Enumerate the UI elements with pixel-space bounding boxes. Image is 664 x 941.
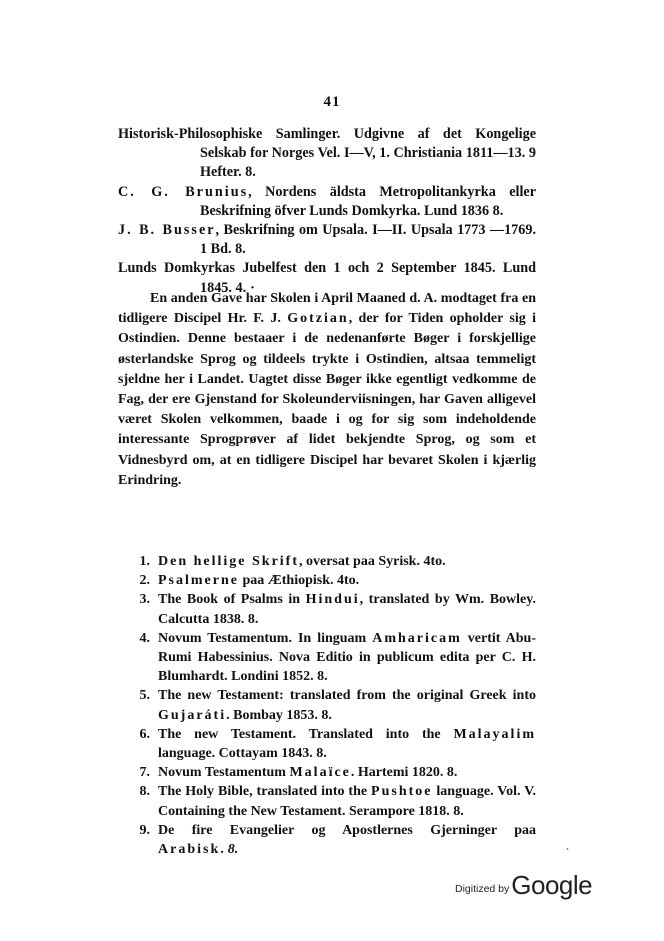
stray-mark: ¸	[566, 840, 569, 850]
bibliography-entry	[118, 221, 536, 259]
book-list-item	[118, 821, 536, 859]
item-text	[158, 782, 536, 820]
item-text-start: The Holy Bible, translated into the	[158, 784, 372, 800]
item-text-start: The new Testament: translated from the original Greek into	[158, 688, 536, 704]
book-list-item	[118, 725, 536, 763]
item-text-end: .	[220, 842, 224, 858]
item-number: 9.	[139, 822, 150, 838]
paragraph-text-start: En anden Gave har Skolen i April Maaned d. A. modtaget fra en tidligere Discipel Hr. F. J.	[118, 291, 536, 327]
item-text-end: language. Vol. V. Containing the New Testament. Serampore 1818. 8.	[158, 784, 536, 819]
item-number: 3.	[139, 592, 150, 608]
paragraph-donor-name: Gotzian	[287, 311, 349, 327]
item-text-end: vertit Abu-Rumi Habessinius. Nova Editio in publicum edita per C. H. Blumhardt. Londini 1852. 8.	[158, 630, 537, 685]
item-text	[158, 629, 536, 687]
item-text-start: Novum Testamentum. In linguam	[158, 630, 373, 646]
item-number: 1.	[139, 554, 150, 569]
bibliography-entry	[118, 183, 536, 221]
book-list-item	[118, 590, 536, 628]
book-list-item	[118, 763, 536, 782]
book-list-item	[118, 571, 536, 590]
item-text	[158, 571, 536, 590]
book-list-item	[118, 629, 536, 687]
item-format: 8.	[227, 842, 239, 858]
entry-mark: ·	[250, 279, 255, 296]
item-text-end: . Bombay 1853. 8.	[226, 707, 332, 723]
item-text-end: language. Cottayam 1843. 8.	[158, 746, 327, 762]
item-language: Psalmerne	[158, 573, 239, 589]
item-language: Amharicam	[372, 630, 462, 646]
item-language: Den hellige Skrift	[158, 554, 299, 569]
google-logo: Google	[511, 870, 593, 900]
book-list-item	[118, 686, 536, 724]
item-text-start: De fire Evangelier og Apostlernes Gjerninger paa	[158, 822, 536, 838]
item-language: Malaïce	[289, 765, 351, 781]
item-number: 4.	[139, 630, 150, 646]
item-text	[158, 552, 536, 571]
book-list	[118, 552, 536, 859]
item-text	[158, 763, 536, 782]
item-number: 8.	[139, 784, 150, 800]
item-text-end: , oversat paa Syrisk. 4to.	[299, 554, 446, 569]
item-language: Gujaráti	[158, 707, 227, 723]
item-text	[158, 686, 536, 724]
page-number: 41	[323, 94, 341, 110]
entry-author: J. B. Busser	[118, 222, 216, 239]
book-list-item	[118, 782, 536, 820]
bibliography-entry	[118, 125, 536, 183]
item-text	[158, 725, 536, 763]
bibliography-list	[118, 125, 536, 298]
entry-text: , Nordens äldsta Metropolitankyrka eller Beskrifning öfver Lunds Domkyrka. Lund 1836 8.	[200, 183, 536, 219]
body-paragraph	[118, 289, 536, 491]
item-language: Malayalim	[453, 726, 536, 742]
item-language: Pushtoe	[371, 784, 433, 800]
item-text-start: The new Testament. Translated into the	[158, 726, 454, 742]
watermark-prefix: Digitized by	[455, 883, 510, 895]
book-list-item	[118, 552, 536, 571]
item-number: 6.	[139, 726, 150, 742]
item-number: 7.	[139, 765, 150, 781]
item-text-end: . Hartemi 1820. 8.	[350, 765, 458, 781]
paragraph-text-end: , der for Tiden opholder sig i Ostindien. Denne bestaaer i de nedenanførte Bøger i forskjellige østerlandske Sprog og tildeels trykte i Ostindien, altsaa temmeligt sjeldne her i Landet. Uagtet disse Bøger ikke egentligt vedkomme de Fag, der ere Gjenstand for Skoleunderviisningen, har Gaven alligevel været Skolen velkommen, baade i og for sig som indeholdende interessante Sprogprøver af lidet bekjendte Sprog, og som et Vidnesbyrd om, at en tidligere Discipel har bevaret Skolen i kjærlig Erindring.	[118, 311, 536, 488]
item-text	[158, 821, 536, 859]
entry-author: C. G. Brunius	[118, 183, 249, 200]
item-text-end: paa Æthiopisk. 4to.	[238, 573, 360, 589]
item-number: 5.	[139, 688, 150, 704]
item-text-start: Novum Testamentum	[158, 765, 290, 781]
item-text	[158, 590, 536, 628]
item-language: Hindui	[305, 592, 360, 608]
item-text-end: , translated by Wm. Bowley. Calcutta 1838. 8.	[158, 592, 536, 627]
digitized-watermark	[455, 866, 592, 900]
item-text-start: The Book of Psalms in	[158, 592, 306, 608]
entry-text: , Beskrifning om Upsala. I—II. Upsala 1773 —1769. 1 Bd. 8.	[200, 222, 536, 258]
item-number: 2.	[139, 573, 150, 589]
entry-text: Historisk-Philosophiske Samlinger. Udgivne af det Kongelige Selskab for Norges Vel. I—V, 1. Christiania 1811—13. 9 Hefter. 8.	[118, 126, 536, 181]
item-language: Arabisk	[158, 842, 221, 858]
entry-text: Lunds Domkyrkas Jubelfest den 1 och 2 September 1845. Lund 1845. 4.	[118, 260, 536, 296]
